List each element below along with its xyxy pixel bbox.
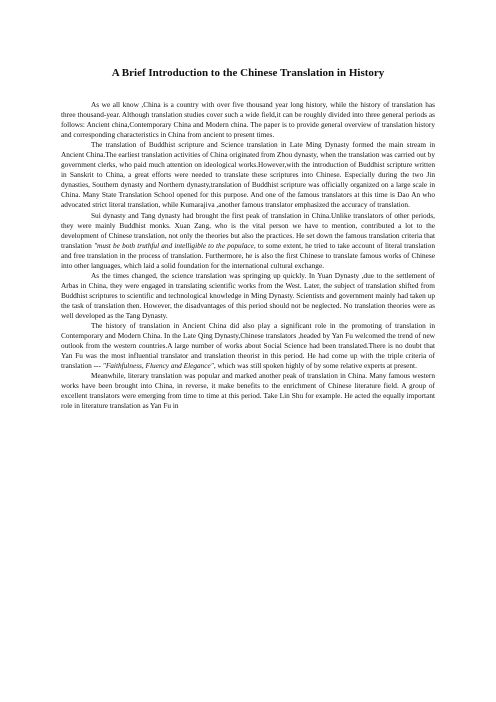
paragraph-text: As we all know ,China is a country with over five thousand year long history, while the history of translation has three thousand-year. Although translation studies cover such a wide field,it can be roughly divided into three general periods as follows: Ancient china,Contemporary China and Modern china. The paper is to provide general overview of translation history and corresponding characteristics in China from ancient to present times. — [61, 100, 435, 140]
paragraph-text: Meanwhile, literary translation was popular and marked another peak of translation in China. Many famous western works have been brought into China, in reverse, it make benefits to the enrichment of Chinese literature field. A group of excellent translators were emerging from time to time at this period. Take Lin Shu for example. He acted the equally important role in literature translation as Yan Fu in — [61, 371, 435, 411]
body-paragraph — [61, 271, 435, 321]
body-paragraph — [61, 321, 435, 371]
paragraph-text: , which was still spoken highly of by some relative experts at present. — [213, 361, 417, 371]
paragraph-text: The history of translation in Ancient China did also play a significant role in the promoting of translation in Contemporary and Modern China. In the Late Qing Dynasty,Chinese translators ,headed by Yan Fu welcomed the trend of new outlook from the western countries.A large number of works about Social Science had been translated.There is no doubt that Yan Fu was the most influential translator and translation theorist in this period. He had come up with the triple criteria of translation --- — [61, 321, 435, 371]
document-title: A Brief Introduction to the Chinese Translation in History — [111, 67, 385, 79]
emphasized-quote: "Faithfulness, Fluency and Elegance" — [102, 361, 214, 371]
paragraph-text: Sui dynasty and Tang dynasty had brought the first peak of translation in China.Unlike translators of other periods, they were mainly Buddhist monks. Xuan Zang, who is the vital person we have to mention, contributed a lot to the development of Chinese translation, not only the theories but also the practices. He set down the famous translation criteria that translation — [61, 210, 435, 250]
paragraph-text: to some extent, he tried to take account of literal translation and free translation in the process of translation. Furthermore, he is also the first Chinese to translate famous works of Chinese into other languages, which laid a solid foundation for the international cultural exchange. — [61, 240, 435, 270]
emphasized-quote: "must be both truthful and intelligible to the populace, — [93, 240, 256, 250]
body-paragraph — [61, 371, 435, 411]
body-paragraph — [61, 100, 435, 140]
body-paragraph — [61, 140, 435, 210]
document-body — [61, 100, 435, 411]
paragraph-text: The translation of Buddhist scripture and Science translation in Late Ming Dynasty formed the main stream in Ancient China.The earliest translation activities of China originated from Zhou dynasty, when the translation was carried out by government clerks, who paid much attention on ideological works.However,with the introduction of Buddhist scripture written in Sanskrit to China, a great efforts were needed to translate these scriptures into Chinese. Especially during the two Jin dynasties, Southern dynasty and Northern dynasty,translation of Buddhist scripture was officially organized on a large scale in China. Many State Translation School opened for this purpose. And one of the famous translators at this time is Dao An who advocated strict literal translation, while Kumarajiva ,another famous translator emphasized the accuracy of translation. — [61, 140, 435, 210]
body-paragraph — [61, 211, 435, 271]
paragraph-text: As the times changed, the science translation was springing up quickly. In Yuan Dynasty ,due to the settlement of Arbas in China, they were engaged in translating scientific works from the West. Later, the subject of translation shifted from Buddhist scriptures to scientific and technological knowledge in Ming Dynasty. Scientists and government mainly had taken up the task of translation then. However, the disadvantages of this period should not be neglected. No translation theories were as well developed as the Tang Dynasty. — [61, 270, 435, 320]
